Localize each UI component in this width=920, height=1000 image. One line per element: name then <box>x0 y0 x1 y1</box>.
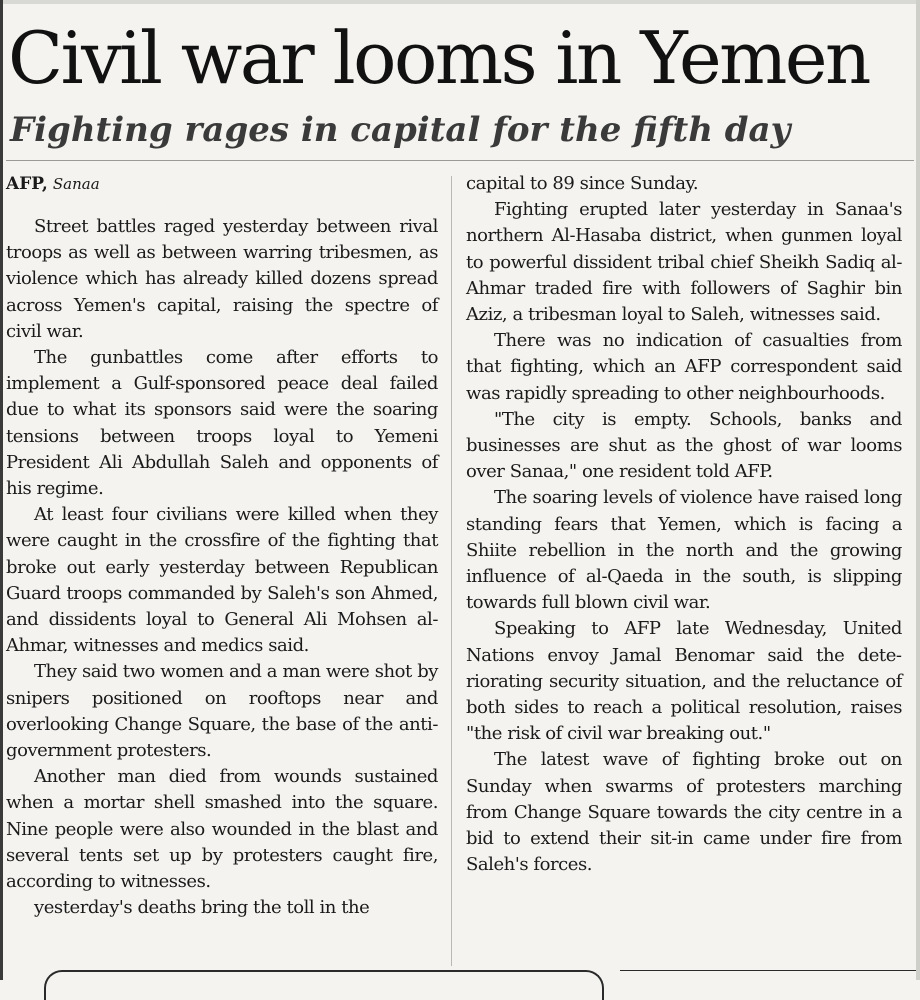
paragraph: There was no indication of casualties from that fighting, which an AFP correspondent said was rapidly spreading to other neighbourhoods. <box>466 330 902 404</box>
header-divider <box>6 160 914 161</box>
next-section-frame <box>44 970 604 1000</box>
paragraph: Another man died from wounds sustained when a mortar shell smashed into the square. Nine people were also wounded in the blast and several tents set up by protesters caught fire, according to witnesses. <box>6 766 438 893</box>
page-top-edge <box>0 0 920 4</box>
paragraph: yesterday's deaths bring the toll in the <box>34 897 370 919</box>
page-right-edge <box>916 0 920 980</box>
paragraph: Speaking to AFP late Wednesday, United Nations envoy Jamal Benomar said the deteriorating security situation, and the reluctance of both sides to reach a political resolution, raises "the risk of civil war breaking out." <box>466 618 902 745</box>
paragraph: Fighting erupted later yesterday in Sanaa's northern Al-Hasaba district, when gunmen loyal to powerful dissident tribal chief Sheikh Sadiq al-Ahmar traded fire with followers of Saghir bin Aziz, a tribesman loyal to Saleh, witnesses said. <box>466 199 902 326</box>
paragraph: The gunbattles come after efforts to implement a Gulf-sponsored peace deal failed due to what its sponsors said were the soaring tensions between troops loyal to Yemeni President Ali Abdullah Saleh and opponents of his regime. <box>6 347 438 500</box>
paragraph: At least four civilians were killed when they were caught in the crossfire of the fighting that broke out early yesterday between Republican Guard troops commanded by Saleh's son Ahmed, and dissidents loyal to General Ali Mohsen al-Ahmar, witnesses and medics said. <box>6 504 438 657</box>
paragraph: "The city is empty. Schools, banks and businesses are shut as the ghost of war looms over Sanaa," one resident told AFP. <box>466 408 902 483</box>
paragraph: They said two women and a man were shot by snipers positioned on rooftops near and overlooking Change Square, the base of the anti-government protesters. <box>6 661 438 762</box>
article-subheadline: Fighting rages in capital for the fifth day <box>10 110 791 150</box>
article-headline: Civil war looms in Yemen <box>8 16 869 100</box>
bottom-rule <box>620 970 916 971</box>
page-left-edge <box>0 0 3 980</box>
byline-location: Sanaa <box>52 175 100 193</box>
paragraph: The latest wave of fighting broke out on Sunday when swarms of protesters marching from Change Square towards the city centre in a bid to extend their sit-in came under fire from Saleh's forces. <box>466 749 902 876</box>
paragraph: Street battles raged yesterday between rival troops as well as between warring tribesmen, as violence which has already killed dozens spread across Yemen's capital, raising the spectre of civil war. <box>6 216 438 342</box>
byline-agency: AFP, <box>6 174 48 194</box>
byline <box>6 172 436 196</box>
article-column-right <box>466 171 902 878</box>
article-column-left <box>6 214 438 921</box>
paragraph: The soaring levels of violence have raised long standing fears that Yemen, which is facing a Shiite rebellion in the north and the growing influence of al-Qaeda in the south, is slipping towards full blown civil war. <box>466 487 902 614</box>
paragraph-continued: capital to 89 since Sunday. <box>466 173 699 194</box>
column-divider <box>451 176 452 966</box>
